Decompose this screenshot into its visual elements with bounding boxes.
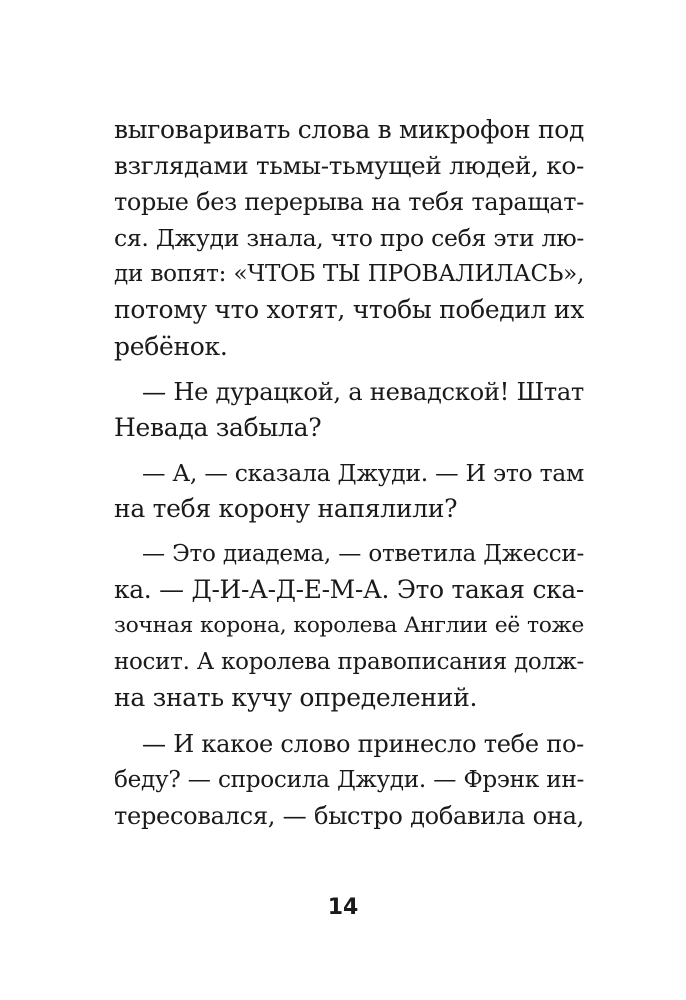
- text-line: — И какое слово принесло тебе по-: [142, 729, 584, 758]
- text-line: ка. — Д-И-А-Д-Е-М-А. Это такая ска-: [114, 575, 584, 605]
- page-number: 14: [327, 895, 359, 920]
- text-line: потому что хотят, чтобы победил их: [114, 295, 584, 325]
- text-line: взглядами тьмы-тьмущей людей, ко-: [114, 151, 584, 181]
- text-line: ди вопят: «ЧТОБ ТЫ ПРОВАЛИЛАСЬ»,: [114, 261, 584, 288]
- text-line: беду? — спросила Джуди. — Фрэнк ин-: [114, 765, 584, 793]
- text-line: — Это диадема, — ответила Джесси-: [142, 541, 584, 568]
- text-line: зочная корона, королева Англии её тоже: [114, 613, 584, 639]
- text-line: ребёнок.: [114, 331, 228, 361]
- text-line: торые без перерыва на тебя таращат-: [114, 188, 584, 217]
- text-line: на знать кучу определений.: [114, 683, 478, 713]
- text-line: на тебя корону напялили?: [114, 493, 458, 523]
- text-line: тересовался, — быстро добавила она,: [114, 801, 584, 830]
- text-line: Невада забыла?: [114, 412, 322, 442]
- paragraph: [114, 536, 584, 716]
- text-line: ся. Джуди знала, что про себя эти лю-: [114, 224, 584, 253]
- text-line: выговаривать слова в микрофон под: [114, 115, 585, 144]
- paragraph: [114, 374, 584, 446]
- paragraph: [114, 112, 584, 365]
- text-line: носит. А королева правописания долж-: [114, 649, 584, 676]
- body-text: [114, 112, 584, 834]
- text-line: — Не дурацкой, а невадской! Штат: [142, 377, 584, 406]
- paragraph: [114, 455, 584, 527]
- text-line: — А, — сказала Джуди. — И это там: [142, 458, 584, 487]
- paragraph: [114, 726, 584, 834]
